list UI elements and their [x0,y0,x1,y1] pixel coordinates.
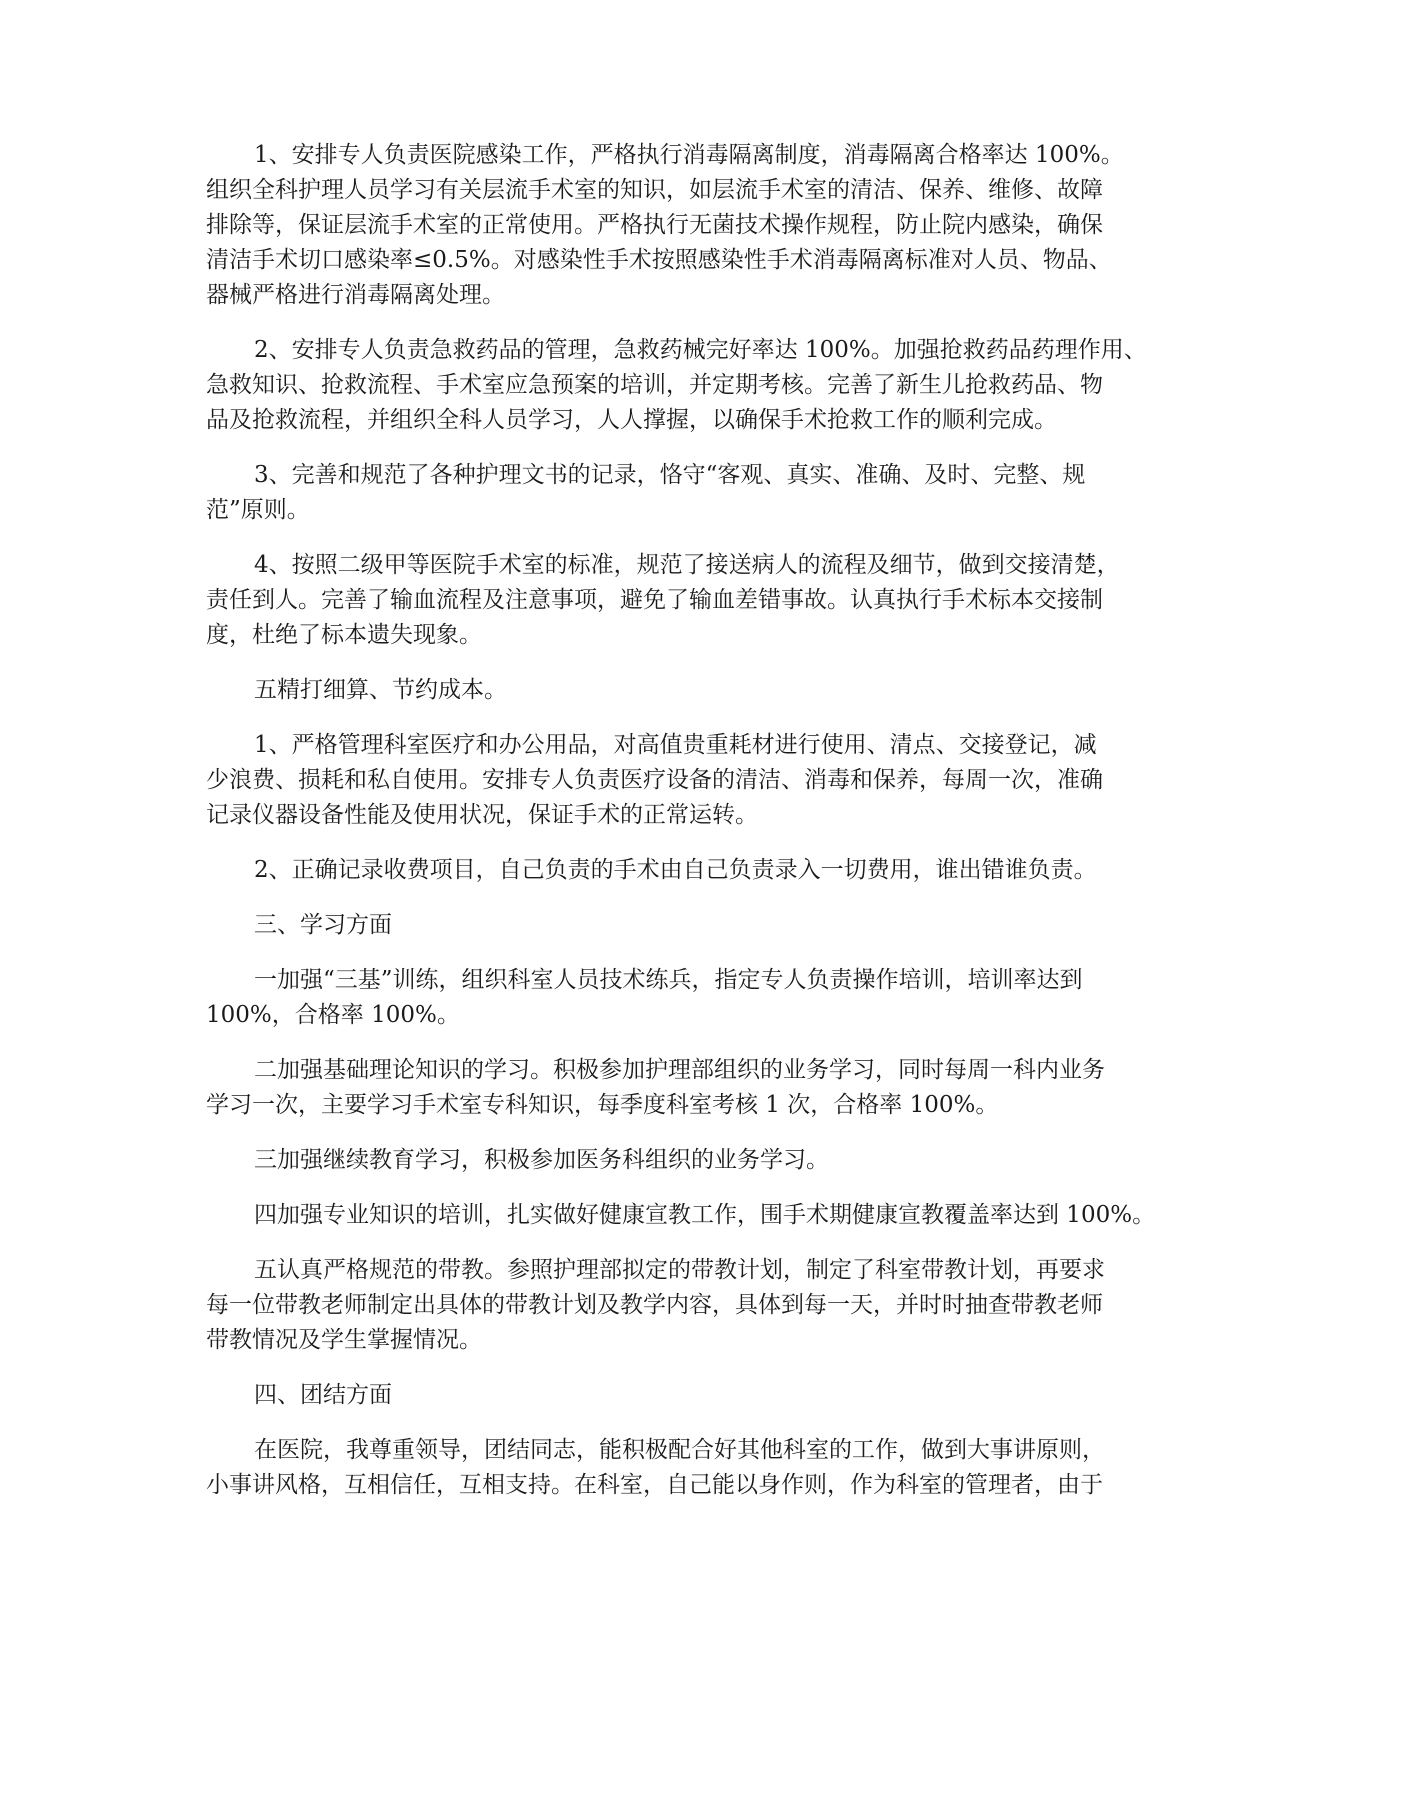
text-line: 1、安排专人负责医院感染工作，严格执行消毒隔离制度，消毒隔离合格率达 100%。 [254,142,1124,168]
paragraph-teaching [206,1253,1210,1358]
paragraph-theory-study [206,1053,1210,1123]
paragraph-continuing-education [206,1143,1210,1178]
text-line: 小事讲风格，互相信任，互相支持。在科室，自己能以身作则，作为科室的管理者，由于 [206,1472,1103,1498]
heading-line: 五精打细算、节约成本。 [254,677,507,703]
section-heading-teamwork [206,1378,1210,1413]
paragraph-nursing-records [206,458,1210,528]
text-line: 100%，合格率 100%。 [206,1002,460,1028]
text-line: 度，杜绝了标本遗失现象。 [206,622,482,648]
text-line: 组织全科护理人员学习有关层流手术室的知识，如层流手术室的清洁、保养、维修、故障 [206,177,1103,203]
text-line: 在医院，我尊重领导，团结同志，能积极配合好其他科室的工作，做到大事讲原则， [254,1437,1105,1463]
document-body [206,138,1210,1523]
paragraph-supplies-management [206,728,1210,833]
text-line: 排除等，保证层流手术室的正常使用。严格执行无菌技术操作规程，防止院内感染，确保 [206,212,1103,238]
paragraph-infection-control [206,138,1210,313]
text-line: 器械严格进行消毒隔离处理。 [206,282,505,308]
paragraph-billing [206,853,1210,888]
text-line: 品及抢救流程，并组织全科人员学习，人人撑握，以确保手术抢救工作的顺利完成。 [206,407,1057,433]
text-line: 2、安排专人负责急救药品的管理，急救药械完好率达 100%。加强抢救药品药理作用、 [254,337,1147,363]
text-line: 带教情况及学生掌握情况。 [206,1327,482,1353]
text-line: 五认真严格规范的带教。参照护理部拟定的带教计划，制定了科室带教计划，再要求 [254,1257,1105,1283]
text-line: 2、正确记录收费项目，自己负责的手术由自己负责录入一切费用，谁出错谁负责。 [254,857,1097,883]
text-line: 四加强专业知识的培训，扎实做好健康宣教工作，围手术期健康宣教覆盖率达到 100%。 [254,1202,1156,1228]
text-line: 1、严格管理科室医疗和办公用品，对高值贵重耗材进行使用、清点、交接登记，减 [254,732,1097,758]
section-heading-learning [206,908,1210,943]
text-line: 三加强继续教育学习，积极参加医务科组织的业务学习。 [254,1147,829,1173]
text-line: 急救知识、抢救流程、手术室应急预案的培训，并定期考核。完善了新生儿抢救药品、物 [206,372,1103,398]
text-line: 少浪费、损耗和私自使用。安排专人负责医疗设备的清洁、消毒和保养，每周一次，准确 [206,767,1103,793]
text-line: 二加强基础理论知识的学习。积极参加护理部组织的业务学习，同时每周一科内业务 [254,1057,1105,1083]
paragraph-emergency-drugs [206,333,1210,438]
text-line: 一加强“三基”训练，组织科室人员技术练兵，指定专人负责操作培训，培训率达到 [254,967,1083,993]
text-line: 责任到人。完善了输血流程及注意事项，避免了输血差错事故。认真执行手术标本交接制 [206,587,1103,613]
text-line: 学习一次，主要学习手术室专科知识，每季度科室考核 1 次，合格率 100%。 [206,1092,999,1118]
section-heading-cost-saving [206,673,1210,708]
paragraph-teamwork [206,1433,1210,1503]
heading-line: 四、团结方面 [254,1382,392,1408]
text-line: 清洁手术切口感染率≤0.5%。对感染性手术按照感染性手术消毒隔离标准对人员、物品、 [206,247,1112,273]
paragraph-patient-transfer [206,548,1210,653]
heading-line: 三、学习方面 [254,912,392,938]
text-line: 每一位带教老师制定出具体的带教计划及教学内容，具体到每一天，并时时抽查带教老师 [206,1292,1103,1318]
text-line: 4、按照二级甲等医院手术室的标准，规范了接送病人的流程及细节，做到交接清楚， [254,552,1120,578]
text-line: 记录仪器设备性能及使用状况，保证手术的正常运转。 [206,802,758,828]
paragraph-health-education [206,1198,1210,1233]
text-line: 3、完善和规范了各种护理文书的记录，恪守“客观、真实、准确、及时、完整、规 [254,462,1086,488]
text-line: 范”原则。 [206,497,310,523]
paragraph-three-basics [206,963,1210,1033]
